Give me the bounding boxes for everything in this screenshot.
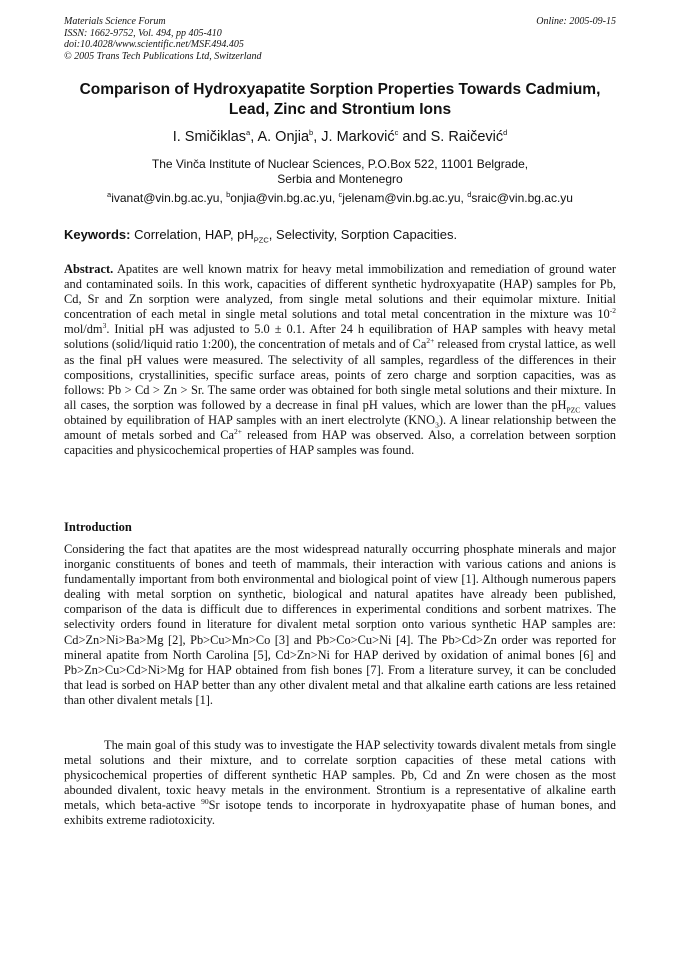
abstract-text: ). A linear relationship between the amount of metals sorbed and Ca <box>64 412 616 443</box>
journal-header <box>64 16 616 62</box>
email-link[interactable]: onjia@vin.bg.ac.yu, <box>230 191 339 205</box>
abstract-text: . Initial pH was adjusted to 5.0 ± 0.1. After 24 h equilibration of HAP samples with heavy metal solutions (solid/liquid ratio 1:200), the concentration of metals and of Ca <box>64 322 616 352</box>
keywords-text: , Selectivity, Sorption Capacities. <box>268 227 458 242</box>
copyright-line: © 2005 Trans Tech Publications Ltd, Switzerland <box>64 50 262 62</box>
author-marker: a <box>246 128 251 138</box>
email-list <box>60 191 620 205</box>
abstract-superscript: -2 <box>609 306 616 316</box>
journal-name: Materials Science Forum <box>64 16 166 27</box>
abstract-text: mol/dm <box>64 322 103 337</box>
keywords <box>64 227 616 245</box>
keywords-text: Correlation, HAP, pH <box>130 227 254 242</box>
author-marker: d <box>503 128 508 138</box>
abstract <box>64 262 616 458</box>
abstract-label: Abstract. <box>64 262 114 276</box>
author-marker: c <box>394 128 399 138</box>
author-name: A. Onjia <box>257 129 310 145</box>
paragraph-text: The main goal of this study was to investigate the HAP selectivity towards divalent metals from single metal solutions and their mixture, and to correlate sorption capacities of these metal cations with physicochemical properties of different synthetic HAP samples. Pb, Cd and Zn were chosen as the most abounded divalent, toxic heavy metals in the environment. Strontium is a representative of alkaline earth metals, which beta-active <box>64 738 616 813</box>
abstract-text: released from HAP was observed. Also, a correlation between sorption capacities and physicochemical properties of HAP samples was found. <box>64 428 616 458</box>
email-link[interactable]: jelenam@vin.bg.ac.yu, <box>342 191 468 205</box>
author-separator: and <box>398 129 431 145</box>
author-name: I. Smičiklas <box>172 129 247 145</box>
author-list <box>60 129 620 145</box>
introduction-paragraph <box>64 738 616 829</box>
abstract-subscript: 3 <box>435 420 439 430</box>
author-name: S. Raičević <box>430 129 504 145</box>
abstract-text: released from crystal lattice, as well as the final pH values were measured. The selectivity of all samples, regardless of the differences in their compositions, crystallinities, specific surface areas, points of zero charge and sorption capacities, was as follows: Pb > Cd > Zn > Sr. The same order was obtained for both single metal solutions and their mixture. In all cases, the sorption was followed by a decrease in final pH values, which are lower than the pH <box>64 337 617 412</box>
abstract-superscript: 2+ <box>234 426 243 436</box>
isotope-superscript: 90 <box>201 797 209 807</box>
author-marker: b <box>309 128 314 138</box>
author-separator: , <box>250 129 258 145</box>
paragraph-text: Sr isotope tends to incorporate in hydroxyapatite phase of human bones, and exhibits extreme radiotoxicity. <box>64 798 617 828</box>
abstract-text: values obtained by equilibration of HAP samples with an inert electrolyte (KNO <box>64 397 616 427</box>
abstract-superscript: 2+ <box>426 336 435 346</box>
email-marker: d <box>467 190 472 199</box>
paper-title <box>60 80 620 120</box>
issn-line: ISSN: 1662-9752, Vol. 494, pp 405-410 <box>64 27 222 39</box>
email-marker: c <box>338 190 343 199</box>
abstract-subscript: PZC <box>566 405 581 415</box>
doi-line: doi:10.4028/www.scientific.net/MSF.494.405 <box>64 39 244 50</box>
affiliation-line-2: Serbia and Montenegro <box>277 172 403 186</box>
online-date: Online: 2005-09-15 <box>536 16 616 27</box>
email-link[interactable]: sraic@vin.bg.ac.yu <box>471 191 573 205</box>
keywords-label: Keywords: <box>64 227 131 242</box>
abstract-superscript: 3 <box>102 321 107 331</box>
introduction-paragraph: Considering the fact that apatites are the most widespread naturally occurring phosphate minerals and major inorganic constituents of bones and teeth of mammals, their interaction with various cations and anions is fundamentally important from both environmental and biological point of view [1]. Although numerous papers dealing with metal sorption on synthetic, biological and natural apatites have already been published, comparison of the data is difficult due to differences in experimental conditions and sorbent matrixes. The selectivity orders found in literature for divalent metal sorption onto various synthetic HAP samples are: Cd>Zn>Ni>Ba>Mg [2], Pb>Cu>Mn>Co [3] and Pb>Co>Cu>Ni [4]. The Pb>Cd>Zn order was reported for mineral apatite from North Carolina [5], Cd>Zn>Ni for HAP derived by oxidation of animal bones [6] and Pb>Zn>Cu>Cd>Ni>Mg for HAP obtained from fish bones [7]. From a literature survey, it can be concluded that lead is sorbed on HAP better than any other divalent metal and that alkaline earth cations are less retained than other divalent metals [1]. <box>64 542 616 707</box>
abstract-text: Apatites are well known matrix for heavy metal immobilization and remediation of ground water and contaminated soils. In this work, capacities of different synthetic hydroxyapatite (HAP) samples for Pb, Cd, Sr and Zn sorption were analyzed, from single metal solutions and their equimolar mixture. Initial concentration of each metal in single metal solutions and total metal concentration in the mixture was 10 <box>64 262 616 322</box>
email-link[interactable]: ivanat@vin.bg.ac.yu, <box>111 191 227 205</box>
section-heading-introduction: Introduction <box>64 520 132 534</box>
title-line-1: Comparison of Hydroxyapatite Sorption Properties Towards Cadmium, <box>79 81 601 98</box>
affiliation-line-1: The Vinča Institute of Nuclear Sciences, P.O.Box 522, 11001 Belgrade, <box>151 157 529 171</box>
email-marker: a <box>107 190 112 199</box>
email-marker: b <box>226 190 231 199</box>
author-name: J. Marković <box>321 129 395 145</box>
keywords-subscript: PZC <box>253 235 269 245</box>
title-line-2: Lead, Zinc and Strontium Ions <box>228 101 452 118</box>
affiliation <box>60 157 620 187</box>
author-separator: , <box>313 129 322 145</box>
